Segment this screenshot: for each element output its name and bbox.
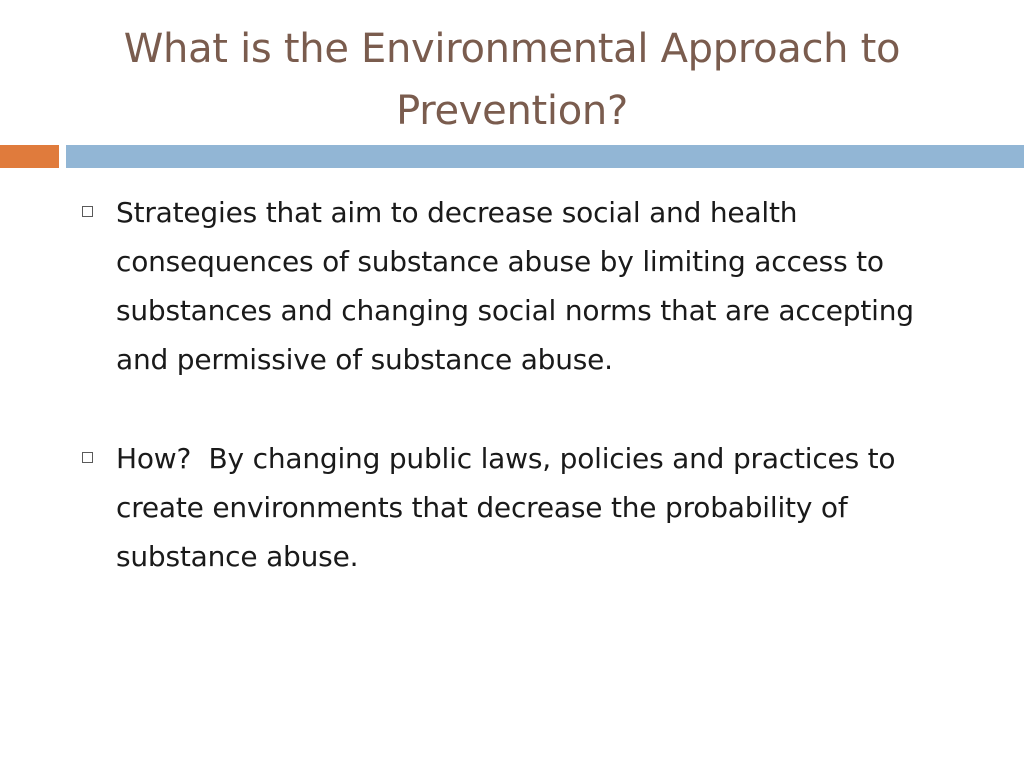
title-divider-accent	[0, 145, 59, 168]
bullet-text: Strategies that aim to decrease social and health consequences of substance abuse by limiting access to substances and changing social norms that are accepting and permissive of substance abuse.	[116, 196, 923, 376]
hollow-square-bullet-icon	[82, 452, 93, 463]
bullet-list	[82, 188, 962, 581]
bullet-item	[82, 434, 962, 581]
slide-title: What is the Environmental Approach to Prevention?	[123, 26, 901, 134]
hollow-square-bullet-icon	[82, 206, 93, 217]
bullet-text: How? By changing public laws, policies and practices to create environments that decrease the probability of substance abuse.	[116, 442, 905, 573]
bullet-item	[82, 188, 962, 384]
title-divider-bar	[66, 145, 1024, 168]
